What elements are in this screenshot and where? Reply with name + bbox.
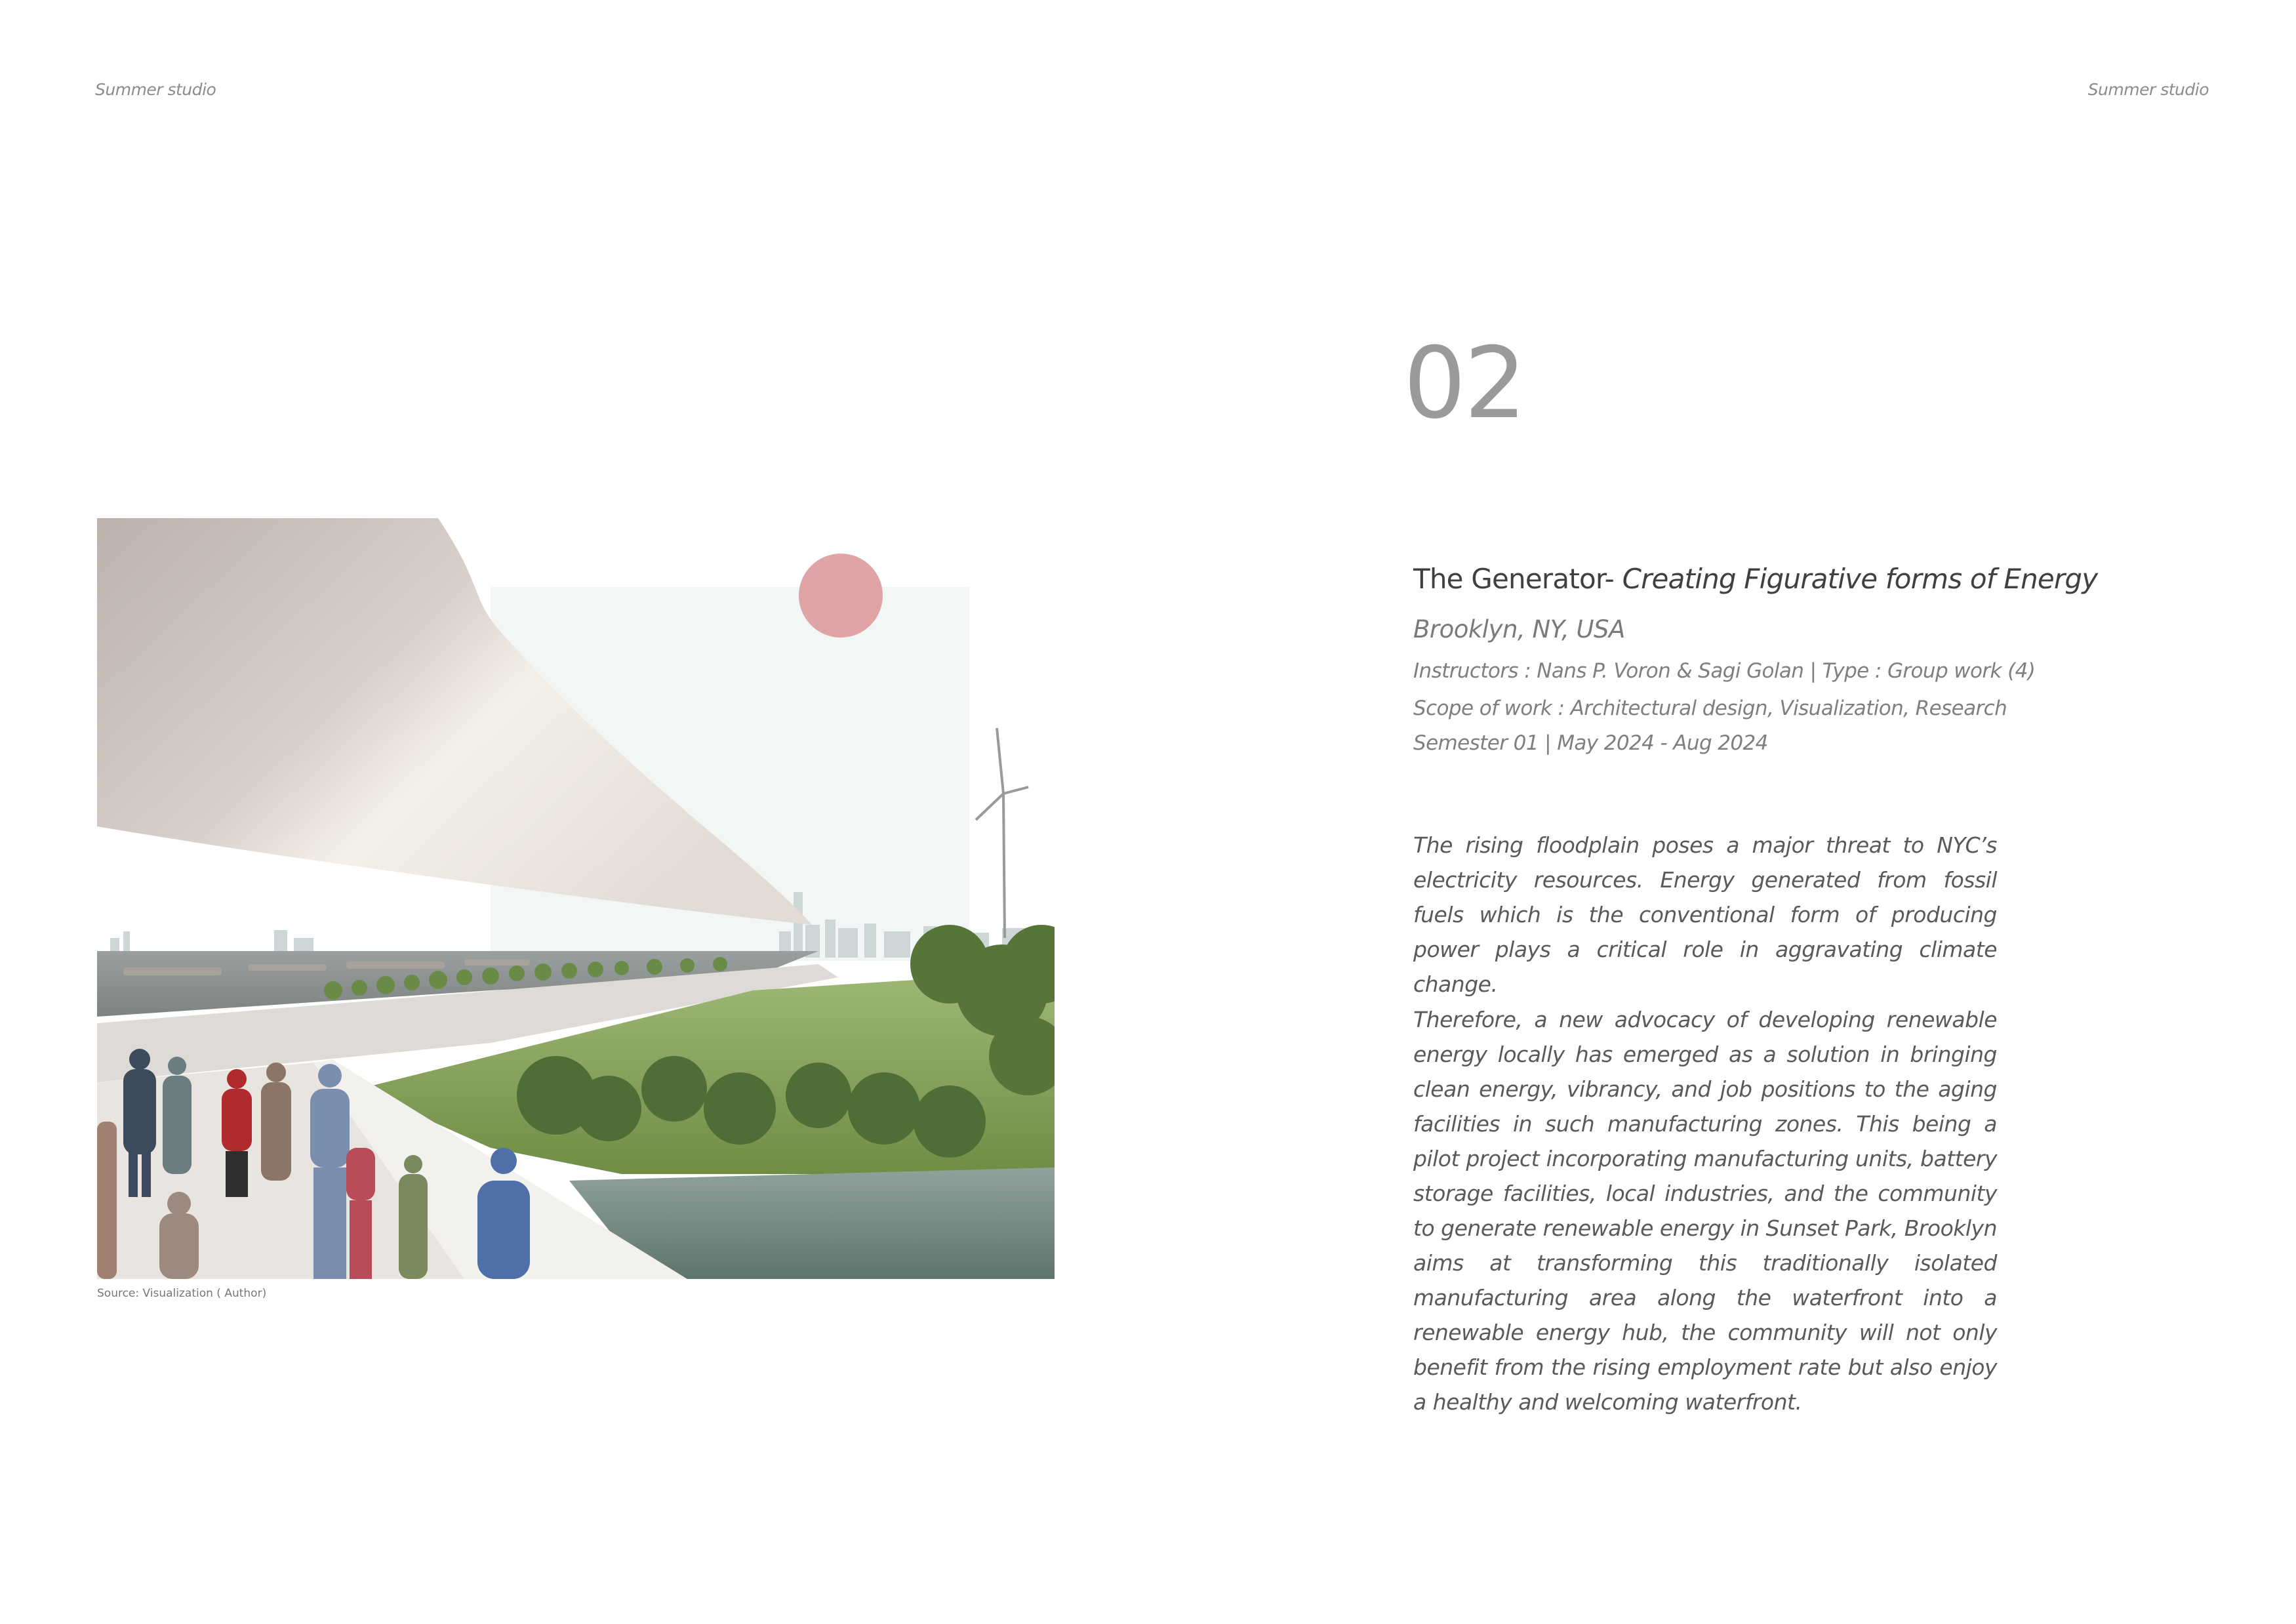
running-header-left: Summer studio <box>95 80 216 99</box>
project-semester: Semester 01 | May 2024 - Aug 2024 <box>1413 731 1768 755</box>
description-paragraph-2: Therefore, a new advocacy of developing renewable energy locally has emerged as a solution in bringing clean energy, vibrancy, and job positions to the aging facilities in such manufacturing zones. This being a pilot project incorporating manufacturing units, battery storage facilities, local industries, and the community to generate renewable energy in Sunset Park, Brooklyn aims at transforming this traditionally isolated manufacturing area along the waterfront into a renewable energy hub, the community will not only benefit from the rising employment rate but also enjoy a healthy and welcoming waterfront. <box>1413 1007 1997 1415</box>
project-number: 02 <box>1403 327 1525 441</box>
title-main: The Generator- <box>1413 563 1615 595</box>
sun <box>799 554 883 638</box>
project-location: Brooklyn, NY, USA <box>1413 615 1625 643</box>
figure-caption: Source: Visualization ( Author) <box>97 1287 267 1300</box>
project-rendering <box>97 518 1055 1279</box>
description-paragraph-1: The rising floodplain poses a major threat to NYC’s electricity resources. Energy generated from fossil fuels which is the conventional form of producing power plays a critical role in aggravating climate change. <box>1413 832 1997 997</box>
rendering-illustration <box>97 518 1055 1279</box>
project-instructors: Instructors : Nans P. Voron & Sagi Golan | Type : Group work (4) <box>1413 659 2036 683</box>
project-scope: Scope of work : Architectural design, Visualization, Research <box>1413 697 2007 720</box>
title-subtitle: Creating Figurative forms of Energy <box>1614 563 2098 595</box>
running-header-right: Summer studio <box>2087 80 2209 99</box>
project-title <box>1413 563 2097 595</box>
